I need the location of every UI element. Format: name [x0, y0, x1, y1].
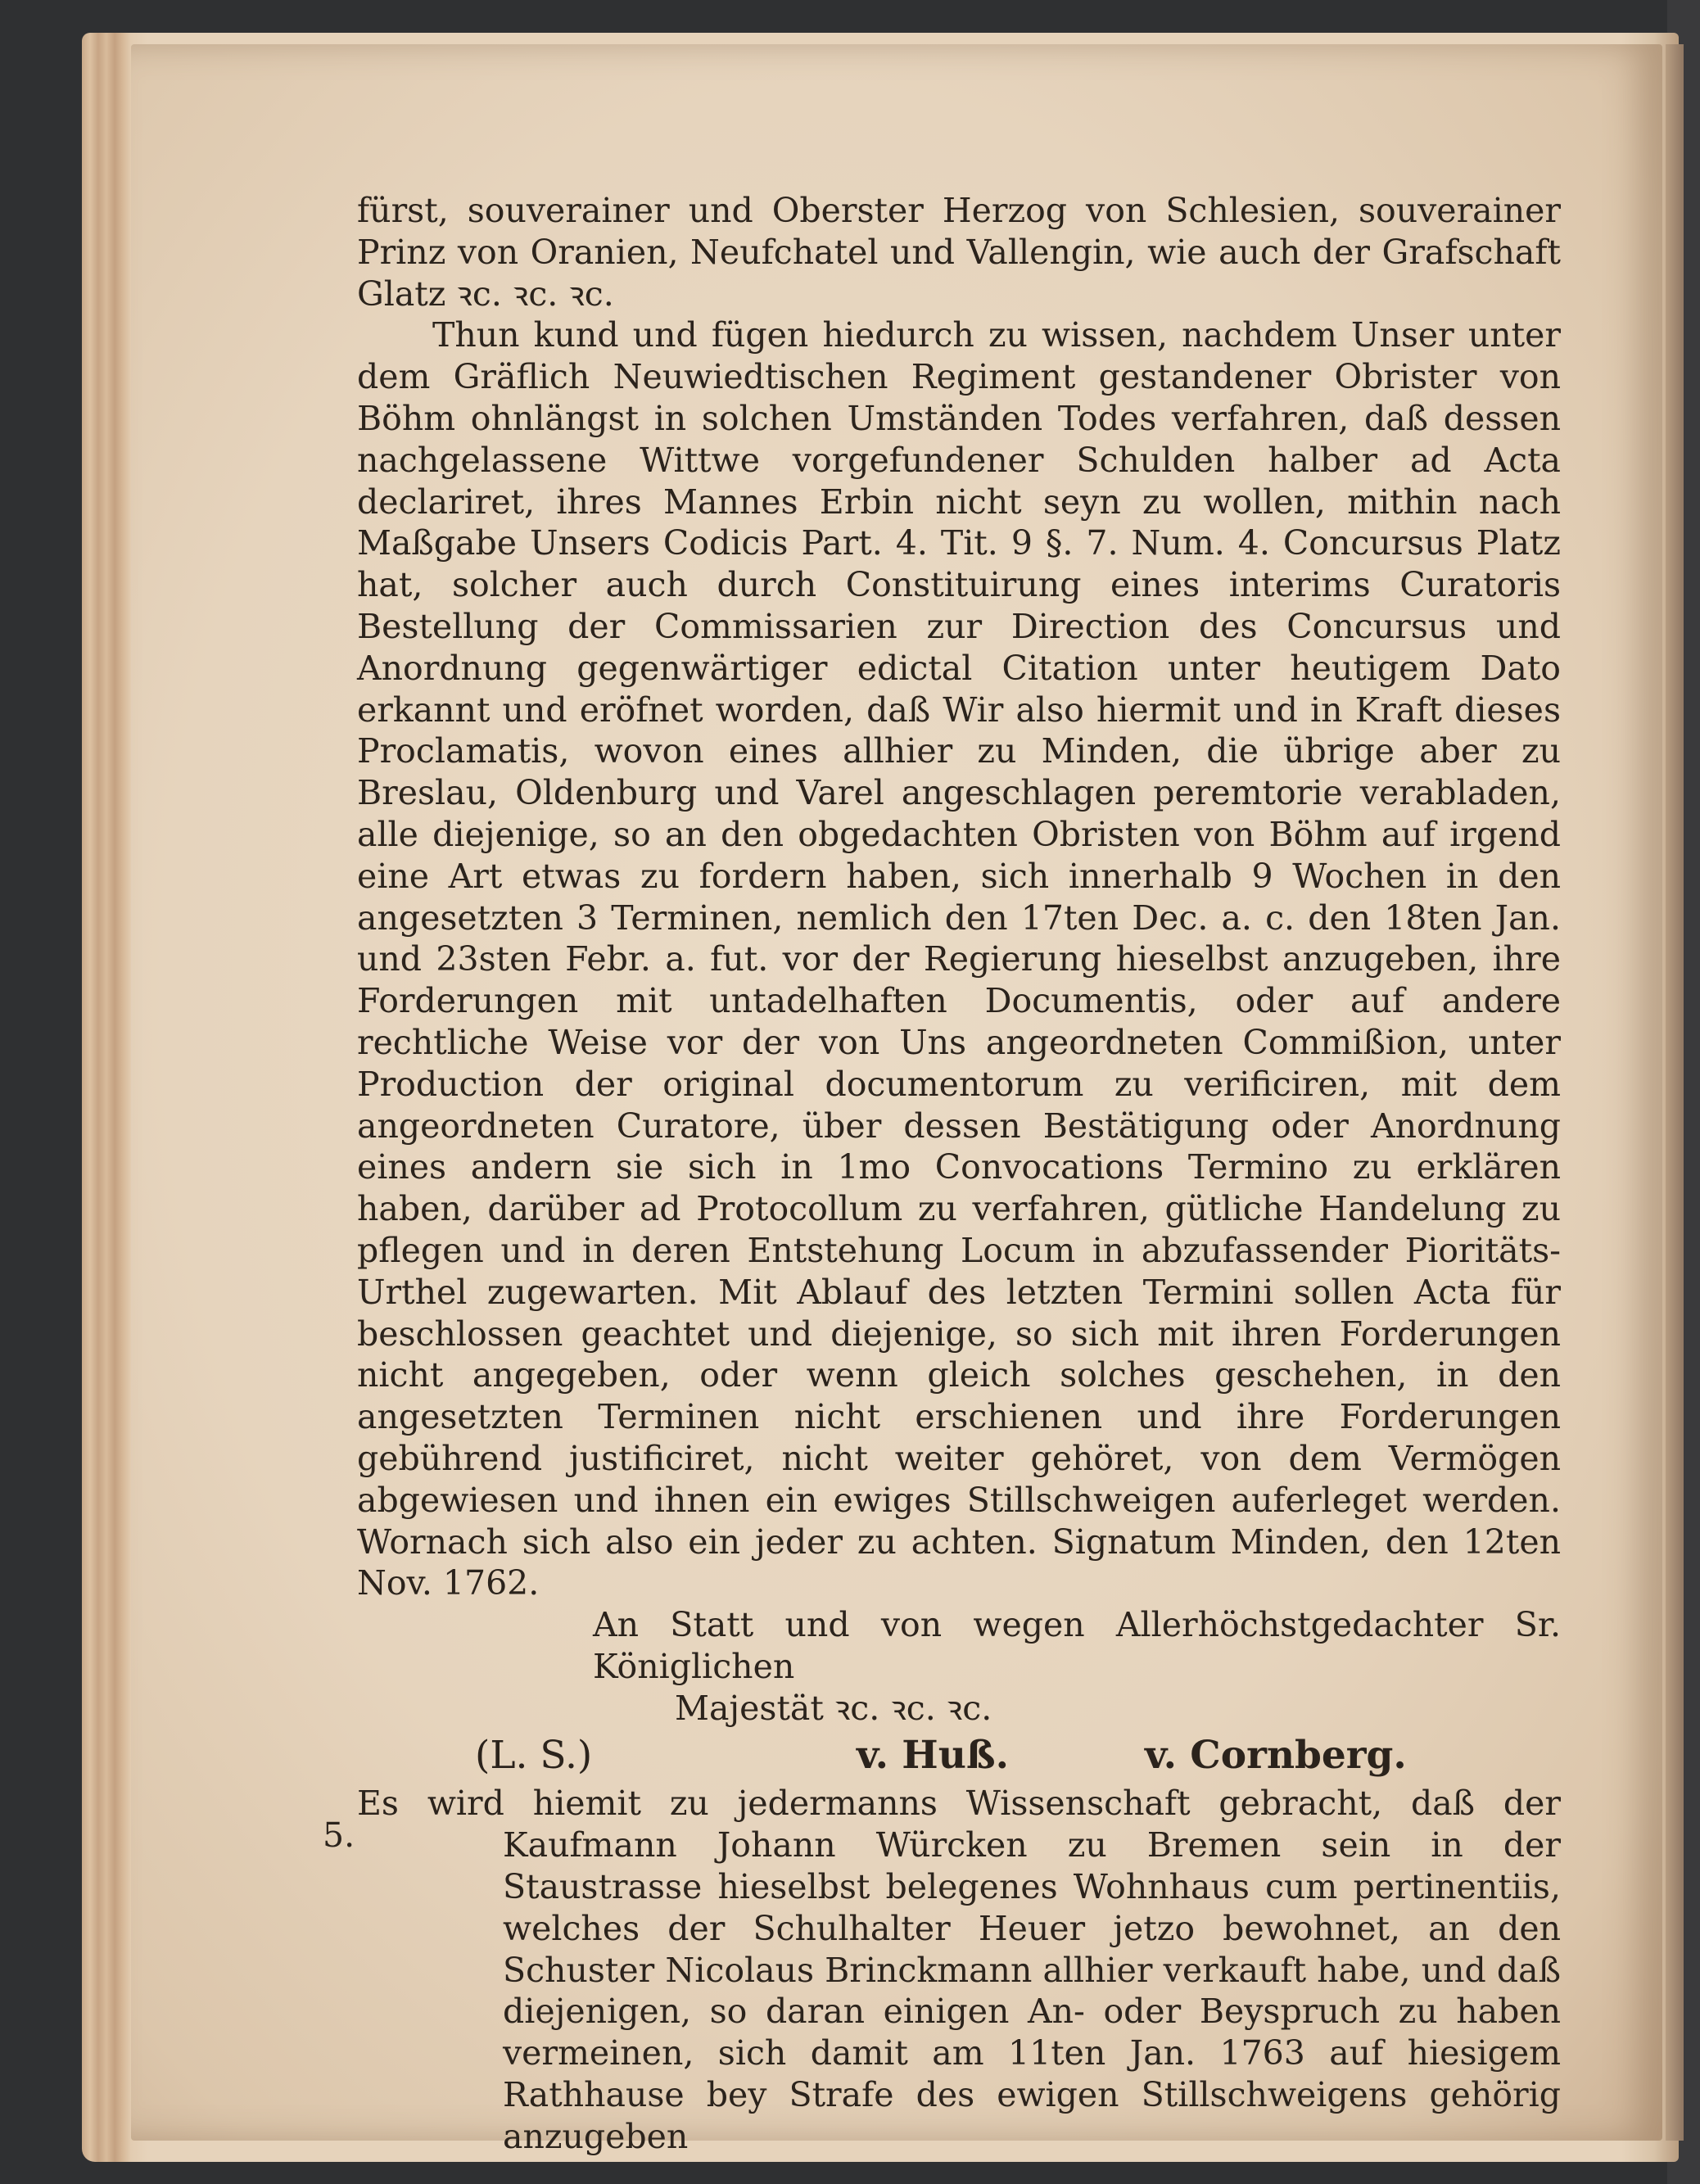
decree-paragraph: Thun kund und fügen hiedurch zu wissen, nachdem Unser unter dem Gräflich Neuwiedtischen Regiment gestandener Obrister von Böhm ohnlängst in solchen Umständen Todes verfahren, daß dessen nachgelassene Wittwe vorgefundener Schulden halber ad Acta declariret, ihres Mannes Erbin nicht seyn zu wollen, mithin nach Maßgabe Unsers Codicis Part. 4. Tit. 9 §. 7. Num. 4. Concursus Platz hat, solcher auch durch Constituirung eines interims Curatoris Bestellung der Commissarien zur Direction des Concursus und Anordnung gegenwärtiger edictal Citation unter heutigem Dato erkannt und eröfnet worden, daß Wir also hiermit und in Kraft dieses Proclamatis, wovon eines allhier zu Minden, die übrige aber zu Breslau, Oldenburg und Varel angeschlagen peremtorie verabladen, alle diejenige, so an den obgedachten Obristen von Böhm auf irgend eine Art etwas zu fordern haben, sich innerhalb 9 Wochen in den angesetzten 3 Terminen, nemlich den 17ten Dec. a. c. den 18ten Jan. und 23sten Febr. a. fut. vor der Regierung hieselbst anzugeben, ihre Forderungen mit untadelhaften Documentis, oder auf andere rechtliche Weise vor der von Uns angeordneten Commißion, unter Production der original documentorum zu verificiren, mit dem angeordneten Curatore, über dessen Bestätigung oder Anordnung eines andern sie sich in 1mo Convocations Termino zu erklären haben, darüber ad Protocollum zu verfahren, gütliche Handelung zu pflegen und in deren Entstehung Locum in abzufassender Pioritäts-Urthel zugewarten. Mit Ablauf des letzten Termini sollen Acta für beschlossen geachtet und diejenige, so sich mit ihren Forderungen nicht angegeben, oder wenn gleich solches geschehen, in den angesetzten Terminen nicht erschienen und ihre Forderungen gebührend justificiret, nicht weiter gehöret, von dem Vermögen abgewiesen und ihnen ein ewiges Stillschweigen auferleget werden. Wornach sich also ein jeder zu achten. Signatum Minden, den 12ten Nov. 1762. — [357, 315, 1561, 1603]
item-5-text: Es wird hiemit zu jedermanns Wissenschaft gebracht, daß der Kaufmann Johann Würcken zu Bremen sein in der Staustrasse hieselbst belegenes Wohnhaus cum pertinentiis, welches der Schulhalter Heuer jetzo bewohnet, an den Schuster Nicolaus Brinckmann allhier verkauft habe, und daß diejenigen, so daran einigen An- oder Beyspruch zu haben vermeinen, sich damit am 11ten Jan. 1763 auf hiesigem Rathhause bey Strafe des ewigen Stillschweigens gehörig anzugeben — [357, 1784, 1561, 2156]
closing-formula — [357, 1604, 1561, 1729]
intro-paragraph: fürst, souverainer und Oberster Herzog von Schlesien, souverainer Prinz von Oranien, Neufchatel und Vallengin, wie auch der Grafschaft Glatz ꝛc. ꝛc. ꝛc. — [357, 191, 1561, 314]
notice-item-5: 5. Es wird hiemit zu jedermanns Wissenschaft gebracht, daß der Kaufmann Johann Würcken zu Bremen sein in der Staustrasse hieselbst belegenes Wohnhaus cum pertinentiis, welches der Schulhalter Heuer jetzo bewohnet, an den Schuster Nicolaus Brinckmann allhier verkauft habe, und daß diejenigen, so daran einigen An- oder Beyspruch zu haben vermeinen, sich damit am 11ten Jan. 1763 auf hiesigem Rathhause bey Strafe des ewigen Stillschweigens gehörig anzugeben — [323, 1784, 1561, 2156]
signature-line — [357, 1729, 1561, 1783]
closing-line-2: Majestät ꝛc. ꝛc. ꝛc. — [675, 1688, 992, 1728]
signature-huss: v. Huß. — [857, 1733, 1009, 1779]
page-text — [323, 190, 1561, 2158]
closing-line-1: An Statt und von wegen Allerhöchstgedachter Sr. Königlichen — [593, 1605, 1561, 1686]
seal-mark: (L. S.) — [475, 1733, 593, 1779]
signature-cornberg: v. Cornberg. — [1145, 1733, 1407, 1779]
book-gutter — [1666, 44, 1684, 2141]
